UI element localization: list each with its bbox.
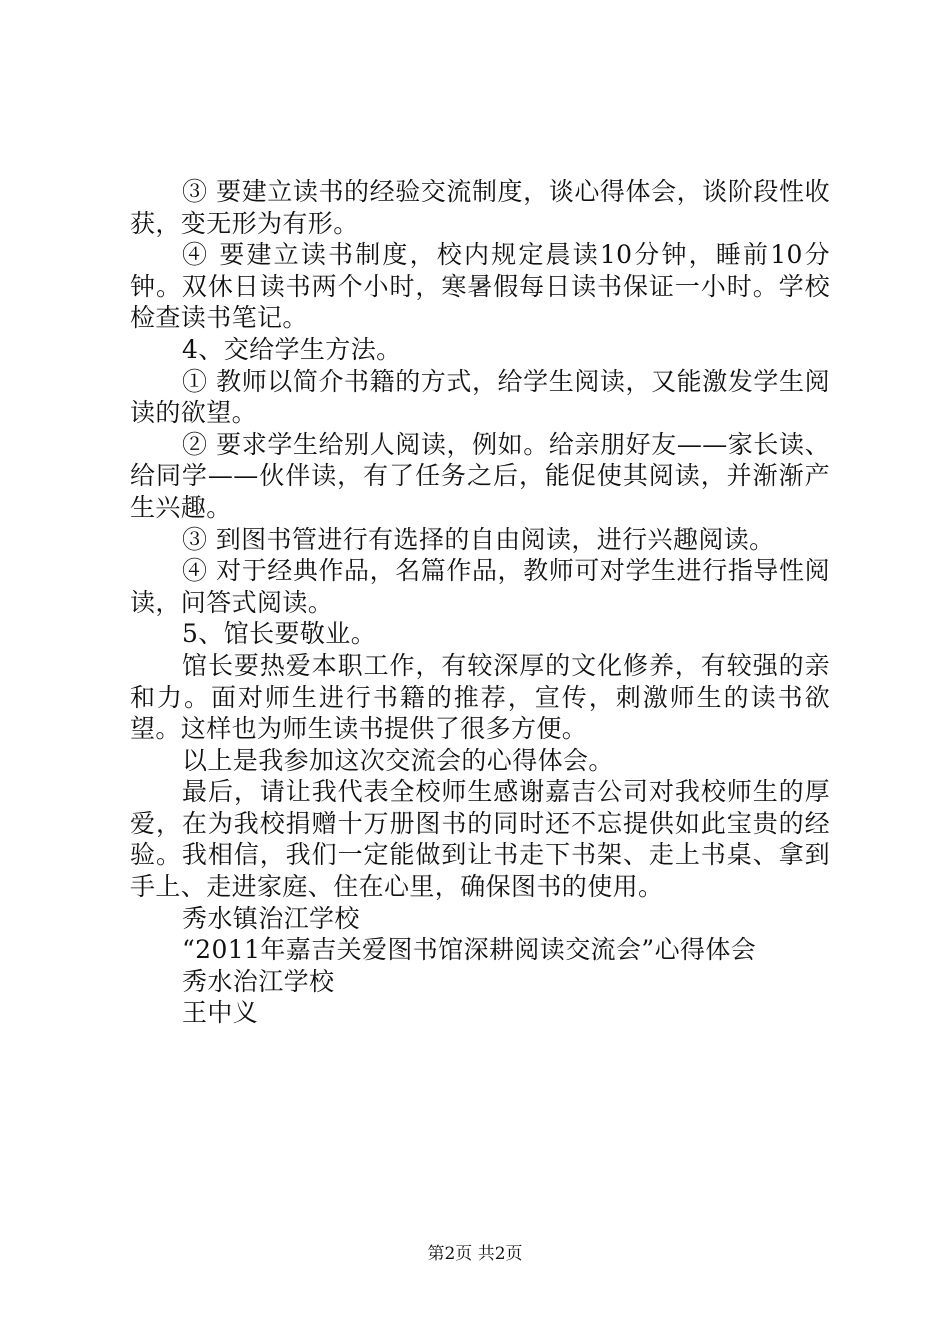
section-heading-4: 4、交给学生方法。: [182, 334, 402, 364]
signature-author: 王中义: [182, 998, 259, 1028]
signature-school-short: 秀水治江学校: [182, 966, 335, 996]
page-footer: 第2页 共2页: [427, 1244, 523, 1264]
signature-school: 秀水镇治江学校: [182, 903, 360, 933]
paragraph-method-3: ③ 到图书管进行有选择的自由阅读，进行兴趣阅读。: [182, 524, 775, 554]
paragraph-method-4: ④ 对于经典作品，名篇作品，教师可对学生进行指导性阅读，问答式阅读。: [130, 556, 830, 617]
paragraph-item-4-reading-system: ④ 要建立读书制度，校内规定晨读10分钟，睡前10分钟。双休日读书两个小时，寒暑假每日读书保证一小时。学校检查读书笔记。: [130, 240, 830, 333]
paragraph-summary: 以上是我参加这次交流会的心得体会。: [182, 745, 614, 775]
paragraph-method-1: ① 教师以简介书籍的方式，给学生阅读，又能激发学生阅读的欲望。: [130, 366, 830, 428]
document-body: [130, 176, 830, 1029]
section-heading-5: 5、馆长要敬业。: [182, 619, 377, 649]
paragraph-closing: 最后，请让我代表全校师生感谢嘉吉公司对我校师生的厚爱，在为我校捐赠十万册图书的同时还不忘提供如此宝贵的经验。我相信，我们一定能做到让书走下书架、走上书桌、拿到手上、走进家庭、住在心里，确保图书的使用。: [130, 777, 830, 902]
signature-event-title: “2011年嘉吉关爱图书馆深耕阅读交流会”心得体会: [182, 935, 757, 965]
paragraph-item-3-exchange: ③ 要建立读书的经验交流制度，谈心得体会，谈阶段性收获，变无形为有形。: [130, 177, 830, 238]
paragraph-method-2: ② 要求学生给别人阅读，例如。给亲朋好友——家长读、给同学——伙伴读，有了任务之后，能促使其阅读，并渐渐产生兴趣。: [130, 429, 830, 522]
paragraph-librarian: 馆长要热爱本职工作，有较深厚的文化修养，有较强的亲和力。面对师生进行书籍的推荐，宣传，刺激师生的读书欲望。这样也为师生读书提供了很多方便。: [130, 650, 830, 744]
